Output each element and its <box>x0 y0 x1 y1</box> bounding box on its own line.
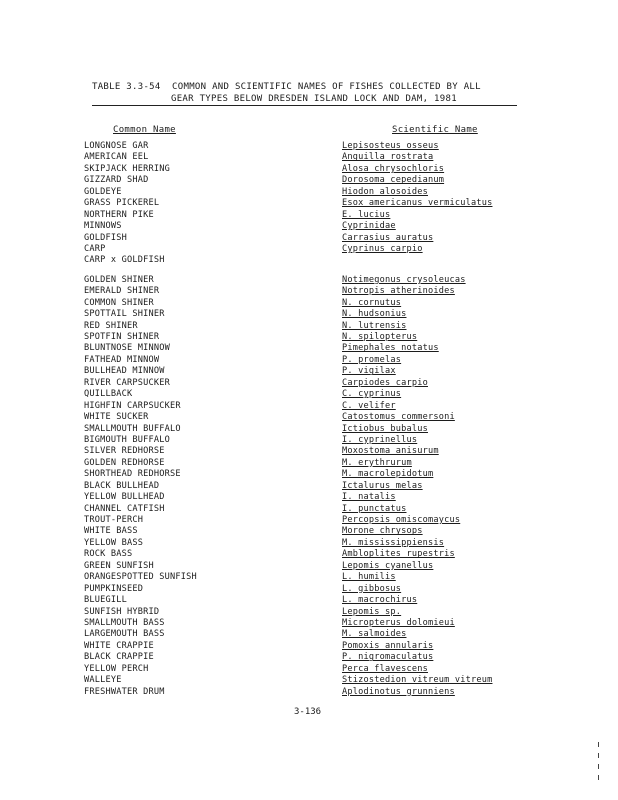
common-name-cell: BLUEGILL <box>84 595 127 606</box>
scientific-name-cell: Cyprinus carpio <box>342 243 423 254</box>
scientific-name-cell: Perca flavescens <box>342 663 428 674</box>
scientific-name-cell: Aplodinotus grunniens <box>342 686 455 697</box>
common-name-cell: MINNOWS <box>84 221 122 232</box>
common-name-cell: GREEN SUNFISH <box>84 560 154 571</box>
common-name-cell: BLACK CRAPPIE <box>84 652 154 663</box>
common-name-cell: BLUNTNOSE MINNOW <box>84 343 170 354</box>
table-row <box>0 187 618 198</box>
common-name-cell: ORANGESPOTTED SUNFISH <box>84 572 197 583</box>
scientific-name-cell: Pimephales notatus <box>342 343 439 354</box>
common-name-cell: YELLOW BASS <box>84 537 144 548</box>
scientific-name-cell: Moxostoma anisurum <box>342 446 439 457</box>
table-row <box>0 286 618 297</box>
common-name-cell: COMMON SHINER <box>84 297 154 308</box>
scientific-name-cell: Morone chrysops <box>342 526 423 537</box>
scientific-name-cell: I. punctatus <box>342 503 407 514</box>
table-row <box>0 424 618 435</box>
common-name-cell: LARGEMOUTH BASS <box>84 629 165 640</box>
table-row <box>0 198 618 209</box>
scientific-name-cell: Percopsis omiscomaycus <box>342 515 461 525</box>
scientific-name-cell: N. hudsonius <box>342 309 407 320</box>
common-name-cell: YELLOW BULLHEAD <box>84 492 165 503</box>
common-name-cell: CHANNEL CATFISH <box>84 503 165 514</box>
table-row <box>0 664 618 675</box>
fish-table <box>0 141 618 698</box>
common-name-cell: CARP <box>84 243 106 254</box>
scientific-name-cell: C. cyprinus <box>342 389 402 400</box>
common-name-cell: WHITE CRAPPIE <box>84 640 154 651</box>
scientific-name-cell: Lepomis cyanellus <box>342 560 434 571</box>
common-name-cell: PUMPKINSEED <box>84 583 144 594</box>
table-row <box>0 675 618 686</box>
scientific-name-cell: P. vigilax <box>342 366 396 377</box>
table-row <box>0 607 618 618</box>
title-line-1: TABLE 3.3-54 COMMON AND SCIENTIFIC NAMES OF FISHES COLLECTED BY ALL <box>92 82 481 92</box>
common-name-cell: LONGNOSE GAR <box>84 141 149 151</box>
table-row <box>0 175 618 186</box>
table-row <box>0 366 618 377</box>
common-name-cell: WHITE BASS <box>84 526 138 537</box>
common-name-cell: CARP x GOLDFISH <box>84 255 165 266</box>
table-row <box>0 210 618 221</box>
scientific-name-cell: Lepomis sp. <box>342 606 402 617</box>
table-row <box>0 298 618 309</box>
table-row <box>0 641 618 652</box>
table-row <box>0 152 618 163</box>
common-name-cell: FRESHWATER DRUM <box>84 686 165 697</box>
common-name-cell: BIGMOUTH BUFFALO <box>84 434 170 445</box>
common-name-cell: QUILLBACK <box>84 389 133 400</box>
scientific-name-cell: N. spilopterus <box>342 332 418 342</box>
table-row <box>0 401 618 412</box>
table-row <box>0 538 618 549</box>
scientific-name-cell: P. nigromaculatus <box>342 652 434 663</box>
common-name-cell: SPOTTAIL SHINER <box>84 309 165 320</box>
common-name-cell: SMALLMOUTH BASS <box>84 617 165 628</box>
scientific-name-cell: M. macrolepidotum <box>342 469 434 480</box>
scientific-name-cell: Notropis atherinoides <box>342 286 455 297</box>
table-row <box>0 332 618 343</box>
table-row <box>0 572 618 583</box>
scientific-name-cell: Micropterus dolomieui <box>342 617 455 628</box>
common-name-cell: EMERALD SHINER <box>84 286 160 297</box>
scientific-name-cell: L. humilis <box>342 572 396 583</box>
table-row <box>0 526 618 537</box>
table-row <box>0 221 618 232</box>
common-name-cell: SHORTHEAD REDHORSE <box>84 469 181 480</box>
scientific-name-cell: Carpiodes carpio <box>342 377 428 388</box>
common-name-cell: NORTHERN PIKE <box>84 209 154 220</box>
common-name-cell: GOLDEN SHINER <box>84 274 154 285</box>
common-name-cell: SPOTFIN SHINER <box>84 332 160 342</box>
scientific-name-cell: C. velifer <box>342 400 396 411</box>
scientific-name-cell: Alosa chrysochloris <box>342 163 445 174</box>
common-name-cell: FATHEAD MINNOW <box>84 354 160 365</box>
table-row <box>0 492 618 503</box>
scientific-name-cell: Ambloplites rupestris <box>342 549 455 560</box>
common-name-cell: GOLDFISH <box>84 232 127 243</box>
table-row <box>0 233 618 244</box>
table-row <box>0 355 618 366</box>
scientific-name-cell: Stizostedion vitreum vitreum <box>342 675 493 686</box>
scientific-name-cell: L. macrochirus <box>342 595 418 606</box>
table-title <box>92 81 502 105</box>
scientific-name-cell: Lepisosteus osseus <box>342 141 439 151</box>
common-name-cell: TROUT-PERCH <box>84 515 144 525</box>
table-row <box>0 435 618 446</box>
header-common-name: Common Name <box>113 125 176 135</box>
table-row <box>0 584 618 595</box>
page-number: 3-136 <box>294 707 322 717</box>
common-name-cell: GOLDEYE <box>84 186 122 197</box>
scientific-name-cell: N. cornutus <box>342 297 402 308</box>
common-name-cell: WHITE SUCKER <box>84 412 149 423</box>
table-row <box>0 255 618 266</box>
common-name-cell: AMERICAN EEL <box>84 152 149 163</box>
scientific-name-cell: M. salmoides <box>342 629 407 640</box>
table-row <box>0 481 618 492</box>
scientific-name-cell: Hiodon alosoides <box>342 186 428 197</box>
scientific-name-cell: I. natalis <box>342 492 396 503</box>
scientific-name-cell: N. lutrensis <box>342 320 407 331</box>
scientific-name-cell: Ictalurus melas <box>342 480 423 491</box>
common-name-cell: SILVER REDHORSE <box>84 446 165 457</box>
common-name-cell: HIGHFIN CARPSUCKER <box>84 400 181 411</box>
scientific-name-cell: P. promelas <box>342 354 402 365</box>
table-row <box>0 687 618 698</box>
table-row <box>0 652 618 663</box>
common-name-cell: GOLDEN REDHORSE <box>84 457 165 468</box>
scientific-name-cell: I. cyprinellus <box>342 434 418 445</box>
table-row <box>0 446 618 457</box>
table-row <box>0 321 618 332</box>
scientific-name-cell: M. mississippiensis <box>342 537 445 548</box>
scan-specks <box>598 742 600 786</box>
scientific-name-cell: Cyprinidae <box>342 221 396 232</box>
table-row <box>0 275 618 286</box>
common-name-cell: SMALLMOUTH BUFFALO <box>84 423 181 434</box>
table-row <box>0 629 618 640</box>
common-name-cell: WALLEYE <box>84 675 122 686</box>
title-rule <box>92 105 517 106</box>
scientific-name-cell: Pomoxis annularis <box>342 640 434 651</box>
scientific-name-cell: L. gibbosus <box>342 583 402 594</box>
scientific-name-cell: M. erythrurum <box>342 457 412 468</box>
scientific-name-cell: Catostomus commersoni <box>342 412 455 423</box>
table-row <box>0 412 618 423</box>
common-name-cell: BLACK BULLHEAD <box>84 480 160 491</box>
table-row <box>0 561 618 572</box>
table-row <box>0 595 618 606</box>
scientific-name-cell: Esox americanus vermiculatus <box>342 198 493 209</box>
common-name-cell: SKIPJACK HERRING <box>84 163 170 174</box>
table-row <box>0 141 618 152</box>
table-row <box>0 458 618 469</box>
scientific-name-cell: E. lucius <box>342 209 391 220</box>
scientific-name-cell: Notimegonus crysoleucas <box>342 274 466 285</box>
common-name-cell: YELLOW PERCH <box>84 663 149 674</box>
table-row <box>0 244 618 255</box>
scientific-name-cell: Anguilla rostrata <box>342 152 434 163</box>
table-row <box>0 389 618 400</box>
common-name-cell: RED SHINER <box>84 320 138 331</box>
common-name-cell: GRASS PICKEREL <box>84 198 160 209</box>
common-name-cell: BULLHEAD MINNOW <box>84 366 165 377</box>
table-row <box>0 309 618 320</box>
common-name-cell: GIZZARD SHAD <box>84 175 149 186</box>
common-name-cell: ROCK BASS <box>84 549 133 560</box>
scientific-name-cell: Ictiobus bubalus <box>342 423 428 434</box>
table-row <box>0 469 618 480</box>
title-line-2: GEAR TYPES BELOW DRESDEN ISLAND LOCK AND DAM, 1981 <box>171 94 457 104</box>
scientific-name-cell: Carrasius auratus <box>342 232 434 243</box>
table-row <box>0 504 618 515</box>
table-row <box>0 618 618 629</box>
common-name-cell: SUNFISH HYBRID <box>84 606 160 617</box>
scientific-name-cell: Dorosoma cepedianum <box>342 175 445 186</box>
table-row <box>0 164 618 175</box>
table-row <box>0 378 618 389</box>
header-scientific-name: Scientific Name <box>392 125 478 135</box>
table-row <box>0 515 618 526</box>
common-name-cell: RIVER CARPSUCKER <box>84 377 170 388</box>
table-row <box>0 549 618 560</box>
table-row <box>0 343 618 354</box>
